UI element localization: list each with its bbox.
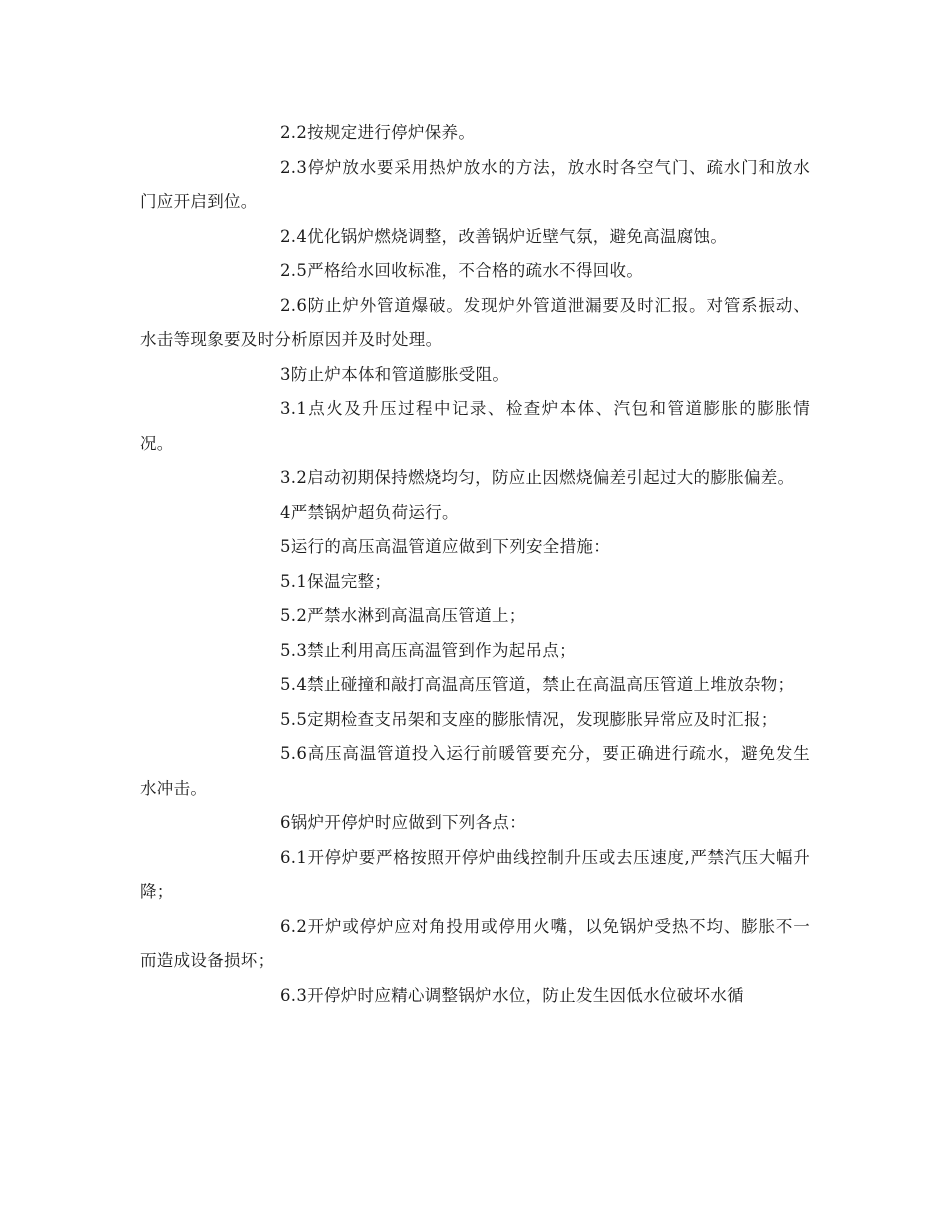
section-heading: 5运行的高压高温管道应做到下列安全措施：	[280, 537, 610, 556]
paragraph: 5.2严禁水淋到高温高压管道上；	[280, 606, 526, 625]
paragraph: 3.2启动初期保持燃烧均匀，防应止因燃烧偏差引起过大的膨胀偏差。	[280, 468, 795, 487]
paragraph: 3.1点火及升压过程中记录、检查炉本体、汽包和管道膨胀的膨胀情况。	[140, 399, 810, 453]
paragraph: 2.3停炉放水要采用热炉放水的方法，放水时各空气门、疏水门和放水门应开启到位。	[140, 157, 810, 211]
section-heading: 6锅炉开停炉时应做到下列各点：	[280, 813, 526, 832]
paragraph: 5.1保温完整；	[280, 571, 392, 591]
paragraph: 6.2开炉或停炉应对角投用或停用火嘴，以免锅炉受热不均、膨胀不一而造成设备损坏；	[140, 916, 810, 970]
paragraph: 5.3禁止利用高压高温管到作为起吊点；	[280, 640, 576, 660]
paragraph: 6.1开停炉要严格按照开停炉曲线控制升压或去压速度,严禁汽压大幅升降；	[140, 847, 810, 901]
section-heading: 3防止炉本体和管道膨胀受阻。	[280, 364, 510, 384]
paragraph: 5.6高压高温管道投入运行前暖管要充分，要正确进行疏水，避免发生水冲击。	[140, 744, 810, 798]
paragraph: 6.3开停炉时应精心调整锅炉水位，防止发生因低水位破坏水循	[280, 985, 744, 1005]
paragraph: 5.4禁止碰撞和敲打高温高压管道，禁止在高温高压管道上堆放杂物；	[280, 675, 795, 694]
paragraph: 2.4优化锅炉燃烧调整，改善锅炉近壁气氛，避免高温腐蚀。	[280, 226, 728, 246]
paragraph: 2.2按规定进行停炉保养。	[280, 123, 476, 142]
section-heading: 4严禁锅炉超负荷运行。	[280, 502, 459, 522]
paragraph: 2.5严格给水回收标准，不合格的疏水不得回收。	[280, 261, 644, 280]
document-body	[140, 116, 810, 1013]
paragraph: 5.5定期检查支吊架和支座的膨胀情况，发现膨胀异常应及时汇报；	[280, 709, 778, 729]
paragraph: 2.6防止炉外管道爆破。发现炉外管道泄漏要及时汇报。对管系振动、水击等现象要及时分析原因并及时处理。	[140, 295, 810, 349]
